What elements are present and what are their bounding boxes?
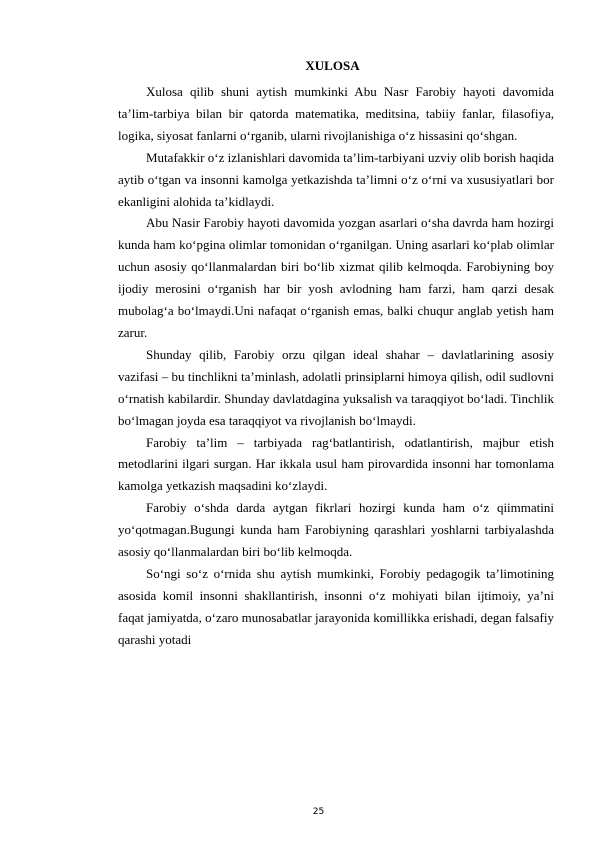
page-number: 25 bbox=[312, 807, 325, 817]
page-title: XULOSA bbox=[305, 58, 360, 73]
paragraph-2: Mutafakkir o‘z izlanishlari davomida ta’lim-tarbiyani uzviy olib borish haqida aytib o‘tgan va insonni kamolga yetkazishda ta’limni o‘z o‘rni va xususiyatlari bor ekanligini alohida ta’kidlaydi. bbox=[118, 149, 554, 209]
paragraph-6: Farobiy o‘shda darda aytgan fikrlari hozirgi kunda ham o‘z qiimmatini yo‘qotmagan.Bugungi kunda ham Farobiyning qarashlari yoshlarni tarbiyalashda asosiy qo‘llanmalardan biri bo‘lib kelmoqda. bbox=[118, 500, 554, 560]
document-body bbox=[118, 81, 554, 651]
paragraph-5: Farobiy ta’lim – tarbiyada rag‘batlantirish, odatlantirish, majbur etish metodlarini ilgari surgan. Har ikkala usul ham pirovardida insonni har tomonlama kamolga yetkazish maqsadini ko‘zlaydi. bbox=[118, 434, 554, 494]
paragraph-1: Xulosa qilib shuni aytish mumkinki Abu Nasr Farobiy hayoti davomida ta’lim-tarbiya bilan bir qatorda matematika, meditsina, tabiiy fanlar, filasofiya, logika, siyosat fanlarni o‘rganib, ularni rivojlanishiga o‘z hissasini qo‘shgan. bbox=[118, 84, 554, 143]
paragraph-7: So‘ngi so‘z o‘rnida shu aytish mumkinki, Forobiy pedagogik ta’limotining asosida komil insonni shakllantirish, insonni o‘z mohiyati bilan ijtimoiy, ya’ni faqat jamiyatda, o‘zaro munosabatlar jarayonida komillikka erishadi, degan falsafiy qarashi yotadi bbox=[118, 565, 554, 647]
paragraph-3: Abu Nasir Farobiy hayoti davomida yozgan asarlari o‘sha davrda ham hozirgi kunda ham ko‘pgina olimlar tomonidan o‘rganilgan. Uning asarlari ko‘plab olimlar uchun asosiy qo‘llanmalardan biri bo‘lib xizmat qilib kelmoqda. Farobiyning boy ijodiy merosini o‘rganish har bir yosh avlodning ham farzi, ham qarzi desak mubolag‘a bo‘lmaydi.Uni nafaqat o‘rganish emas, balki chuqur anglab yetish ham zarur. bbox=[118, 215, 554, 340]
paragraph-4: Shunday qilib, Farobiy orzu qilgan ideal shahar – davlatlarining asosiy vazifasi – bu tinchlikni ta’minlash, adolatli prinsiplarni himoya qilish, odil sudlovni o‘rnatish kabilardir. Shunday davlatdagina yuksalish va taraqqiyot bo‘ladi. Tinchlik bo‘lmagan joyda esa taraqqiyot va rivojlanish bo‘lmaydi. bbox=[118, 346, 554, 428]
